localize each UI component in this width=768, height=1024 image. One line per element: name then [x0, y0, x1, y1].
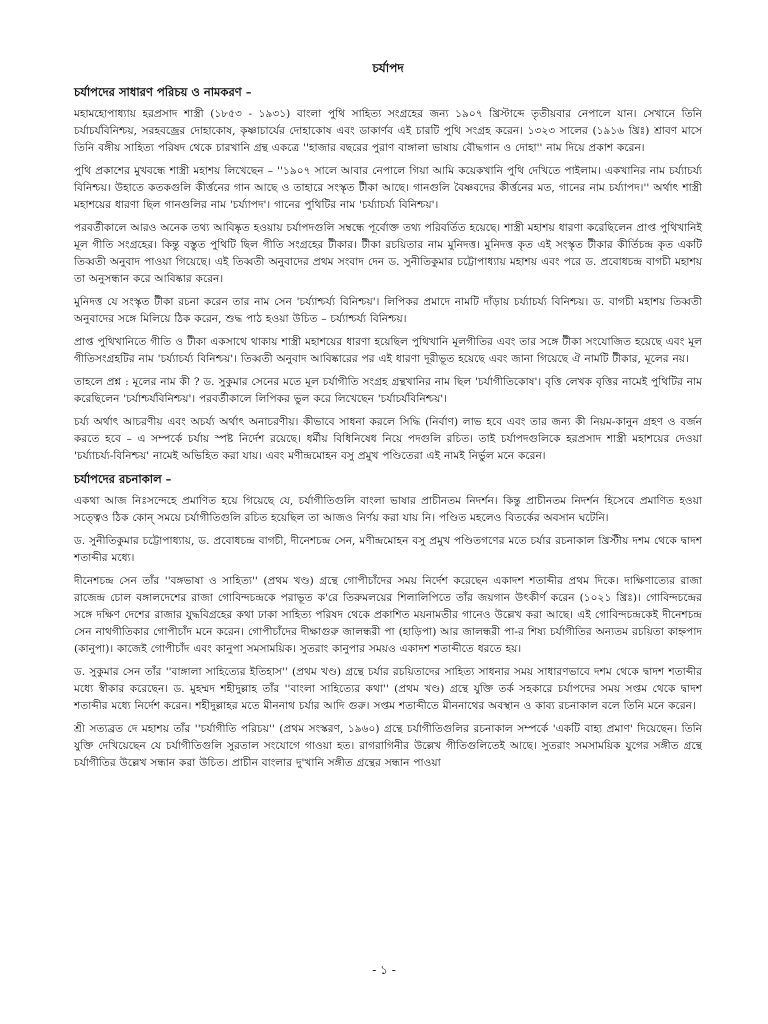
paragraph: একথা আজ নিঃসন্দেহে প্রমাণিত হয়ে গিয়েছে যে, চর্যাগীতিগুলি বাংলা ভাষার প্রাচীনতম নিদর্শন। কিন্তু প্রাচীনতম নিদর্শন হিসেবে প্রমাণিত হওয়া সত্ত্বেও ঠিক কোন্ সময়ে চর্যাগীতিগুলি রচিত হয়েছিল তা আজও নির্ণয় করা যায় নি। পণ্ডিত মহলেও বিতর্কের অবসান ঘটেনি। — [74, 495, 702, 524]
paragraph: ড. সুনীতিকুমার চট্টোপাধ্যায়, ড. প্রবোধচন্দ্র বাগচী, দীনেশচন্দ্র সেন, মণীন্দ্রমোহন বসু প্রমুখ পণ্ডিতগণের মতে চর্যার রচনাকাল খ্রিস্টীয় দশম থেকে দ্বাদশ শতাব্দীর মধ্যে। — [74, 535, 702, 564]
paragraph: প্রাপ্ত পুথিখানিতে গীতি ও টীকা একসাথে থাকায় শাস্ত্রী মহাশয়ের ধারণা হয়েছিল পুথিখানি মূলগীতির এবং তার সঙ্গে টীকা সংযোজিত হয়েছে এবং মূল গীতিসংগ্রহটির নাম 'চর্য্যাচর্য্য বিনিশ্চয়'। তিব্বতী অনুবাদ আবিষ্কারের পর এই ধারণা দূরীভূত হয়েছে এবং জানা গিয়েছে ঐ নামটি টীকার, মূলের নয়। — [74, 336, 702, 365]
paragraph: মহামহোপাধ্যায় হরপ্রসাদ শাস্ত্রী (১৮৫৩ - ১৯৩১) বাংলা পুথি সাহিত্য সংগ্রহের জন্য ১৯০৭ খ্রিস্টাব্দে তৃতীয়বার নেপালে যান। সেখানে তিনি চর্যাচর্যবিনিশ্চয়, সরহবজ্রের দোহাকোষ, কৃষ্ণাচার্যের দোহাকোষ এবং ডাকার্ণব এই চারটি পুথি সংগ্রহ করেন। ১৩২৩ সালের (১৯১৬ খ্রিঃ) শ্রাবণ মাসে তিনি বঙ্গীয় সাহিত্য পরিষদ থেকে চারখানি গ্রন্থ একত্রে ''হাজার বছরের পুরাণ বাঙ্গালা ভাষায় বৌদ্ধগান ও দোহা'' নাম দিয়ে প্রকাশ করেন। — [74, 108, 702, 154]
page-number: - ১ - — [372, 963, 396, 977]
paragraph: ড. সুকুমার সেন তাঁর ''বাঙ্গালা সাহিত্যের ইতিহাস'' (প্রথম খণ্ড) গ্রন্থে চর্যার রচয়িতাদের সাহিত্য সাধনার সময় সাধারণভাবে দশম থেকে দ্বাদশ শতাব্দীর মধ্যে স্বীকার করেছেন। ড. মুহম্মদ শহীদুল্লাহ তাঁর ''বাংলা সাহিত্যের কথা'' (প্রথম খণ্ড) গ্রন্থে যুক্তি তর্ক সহকারে চর্যাপদের সময় সপ্তম থেকে দ্বাদশ শতাব্দীর মধ্যে নির্দেশ করেন। শহীদুল্লাহর মতে মীননাথ চর্যার আদি গুরু। সপ্তম শতাব্দীতে মীননাথের অবস্থান ও কাব্য রচনাকাল বলে তিনি মনে করেন। — [74, 666, 702, 712]
section-heading-introduction: চর্যাপদের সাধারণ পরিচয় ও নামকরণ – — [74, 85, 252, 99]
paragraph: পুথি প্রকাশের মুখবন্ধে শাস্ত্রী মহাশয় লিখেছেন – ''১৯০৭ সালে আবার নেপালে গিয়া আমি কয়েকখানি পুথি দেখিতে পাইলাম। একখানির নাম চর্য্যাচর্য্য বিনিশ্চয়। উহাতে কতকগুলি কীর্ত্তনের গান আছে ও তাহারে সংস্কৃত টীকা আছে। গানগুলি বৈষ্ণবদের কীর্ত্তনের মত, গানের নাম চর্য্যাপদ।'' অর্থাৎ শাস্ত্রী মহাশয়ের ধারণা ছিল গানগুলির নাম 'চর্য্যাপদ'। গানের পুথিটির নাম 'চর্য্যাচর্য্য বিনিশ্চয়'। — [74, 165, 702, 211]
paragraph: চর্য্য অর্থাৎ আচরণীয় এবং অচর্য্য অর্থাৎ অনাচরণীয়। কীভাবে সাধনা করলে সিদ্ধি (নির্বাণ) লাভ হবে এবং তার জন্য কী নিয়ম-কানুন গ্রহণ ও বর্জন করতে হবে – এ সম্পর্কে চর্যায় স্পষ্ট নির্দেশ রয়েছে। ধর্মীয় বিধিনিষেধ নিয়ে পদগুলি রচিত। তাই চর্যাপদগুলিকে হরপ্রসাদ শাস্ত্রী মহাশয়ের দেওয়া 'চর্য্যাচর্য্য-বিনিশ্চয়' নামেই অভিহিত করা যায়। এবং মণীন্দ্রমোহন বসু প্রমুখ পণ্ডিতেরা এই নামই নির্ভুল মনে করেন। — [74, 416, 702, 462]
section-heading-composition-period: চর্যাপদের রচনাকাল – — [74, 472, 172, 486]
paragraph: পরবর্তীকালে আরও অনেক তথ্য আবিষ্কৃত হওয়ায় চর্যাপদগুলি সম্বন্ধে পূর্বোক্ত তথ্য পরিবর্তিত হয়েছে। শাস্ত্রী মহাশয় ধারণা করেছিলেন প্রাপ্ত পুথিখানিই মূল গীতি সংগ্রহের। কিন্তু বস্তুত পুথিটি ছিল গীতি সংগ্রহের টীকার। টীকা রচয়িতার নাম মুনিদত্ত। মুনিদত্ত কৃত এই সংস্কৃত টীকার কীর্তিচন্দ্র কৃত একটি তিব্বতী অনুবাদ পাওয়া গিয়েছে। এই তিব্বতী অনুবাদের প্রথম সংবাদ দেন ড. সুনীতিকুমার চট্টোপাধ্যায় মহাশয় এবং পরে ড. প্রবোধচন্দ্র বাগচী মহাশয় তা অনুসন্ধান করে আবিষ্কার করেন। — [74, 222, 702, 285]
page-title: চর্যাপদ — [372, 61, 404, 75]
section-introduction — [74, 84, 702, 465]
paragraph: শ্রী সত্যব্রত দে মহাশয় তাঁর ''চর্যাগীতি পরিচয়'' (প্রথম সংস্করণ, ১৯৬০) গ্রন্থে চর্যাগীতিগুলির রচনাকাল সম্পর্কে 'একটি বাহ্য প্রমাণ' দিয়েছেন। তিনি যুক্তি দেখিয়েছেন যে চর্যাগীতিগুলি সুরতাল সংযোগে গাওয়া হত। রাগরাগিনীর উল্লেখ গীতিগুলিতেই আছে। সুতরাং সমসাময়িক যুগের সঙ্গীত গ্রন্থে চর্যাগীতির উল্লেখ সন্ধান করা উচিত। প্রাচীন বাংলার দু'খানি সঙ্গীত গ্রন্থের সন্ধান পাওয়া — [74, 723, 702, 769]
section-composition-period — [74, 471, 702, 772]
document-page — [74, 60, 702, 1000]
paragraph: মুনিদত্ত যে সংস্কৃত টীকা রচনা করেন তার নাম সেন 'চর্য্যাশ্চর্য্য বিনিশ্চয়'। লিপিকর প্রমাদে নামটি দাঁড়ায় চর্য্যাচর্য্য বিনিশ্চয়। ড. বাগচী মহাশয় তিব্বতী অনুবাদের সঙ্গে মিলিয়ে ঠিক করেন, শুদ্ধ পাঠ হওয়া উচিত – চর্য্যাশ্চর্য্য বিনিশ্চয়। — [74, 296, 702, 325]
paragraph: দীনেশচন্দ্র সেন তাঁর ''বঙ্গভাষা ও সাহিত্য'' (প্রথম খণ্ড) গ্রন্থে গোপীচাঁদের সময় নির্দেশ করেছেন একাদশ শতাব্দীর প্রথম দিকে। দাক্ষিণাত্যের রাজা রাজেন্দ্র চোল বঙ্গালদেশের রাজা গোবিন্দচন্দ্রকে পরাভূত ক'রে তিরুমলয়ের শিলালিপিতে তাঁর জয়গান উৎকীর্ণ করেন (১০২১ খ্রিঃ)। গোবিন্দচন্দ্রের সঙ্গে দক্ষিণ দেশের রাজার যুদ্ধবিগ্রহের কথা ঢাকা সাহিত্য পরিষদ থেকে প্রকাশিত ময়নামতীর গানেও উল্লেখ করা আছে। এই গোবিন্দচন্দ্রকেই দীনেশচন্দ্র সেন নাথগীতিকার গোপীচাঁদ মনে করেন। গোপীচাঁদের দীক্ষাগুরু জালন্ধরী পা (হাড়িপা) আর জালন্ধরী পা-র শিষ্য চর্যাগীতির অন্যতম রচয়িতা কাহ্নপাদ (কানুপা)। কাজেই গোপীচাঁদ এবং কানুপা সমসাময়িক। সুতরাং কানুপার সময়ও একাদশ শতাব্দীতে ধরতে হয়। — [74, 575, 702, 655]
paragraph: তাহলে প্রশ্ন : মূলের নাম কী ? ড. সুকুমার সেনের মতে মূল চর্যাগীতি সংগ্রহ গ্রন্থখানির নাম ছিল 'চর্যাগীতিকোষ'। বৃত্তি লেখক বৃত্তির নামেই পুথিটির নাম করেছিলেন 'চর্যাশ্চর্যবিনিশ্চয়'। পরবর্তীকালে লিপিকর ভুল করে লিখেছেন 'চর্যাচর্যবিনিশ্চয়'। — [74, 376, 702, 405]
